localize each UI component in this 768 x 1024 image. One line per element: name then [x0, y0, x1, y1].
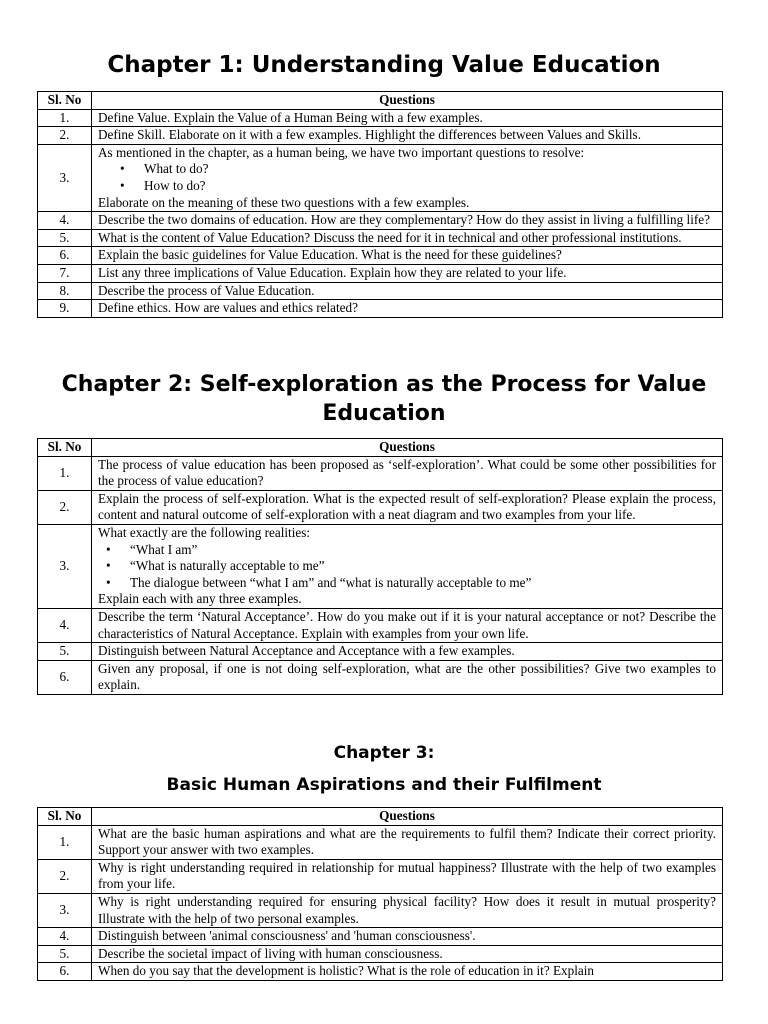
table-row: [38, 456, 723, 490]
question-text: Describe the two domains of education. How are they complementary? How do they assist in living a fulfilling life?: [92, 212, 723, 230]
question-text: Why is right understanding required in relationship for mutual happiness? Illustrate with the help of two examples from your life.: [92, 859, 723, 893]
question-number: 4.: [38, 928, 92, 946]
question-intro: What exactly are the following realities:: [98, 524, 311, 540]
column-header-sl-no: Sl. No: [38, 439, 92, 457]
column-header-questions: Questions: [92, 808, 723, 826]
question-text: The process of value education has been proposed as ‘self-exploration’. What could be some other possibilities for the process of value education?: [92, 456, 723, 490]
question-text: Distinguish between 'animal consciousness' and 'human consciousness'.: [92, 928, 723, 946]
question-number: 3.: [38, 893, 92, 927]
question-text: Define ethics. How are values and ethics related?: [92, 300, 723, 318]
question-text: What is the content of Value Education? Discuss the need for it in technical and other professional institutions.: [92, 229, 723, 247]
table-row: [38, 893, 723, 927]
table-row: [38, 490, 723, 524]
column-header-questions: Questions: [92, 92, 723, 110]
question-intro: As mentioned in the chapter, as a human being, we have two important questions to resolve:: [98, 144, 585, 160]
table-row: [38, 282, 723, 300]
question-number: 4.: [38, 608, 92, 642]
question-outro: Elaborate on the meaning of these two questions with a few examples.: [98, 194, 470, 210]
question-text: Describe the term ‘Natural Acceptance’. How do you make out if it is your natural acceptance or not? Describe the characteristics of Natural Acceptance. Explain with examples from your own life.: [92, 608, 723, 642]
question-bullet-list: [98, 161, 716, 194]
table-row: [38, 945, 723, 963]
table-row: [38, 229, 723, 247]
table-row: [38, 212, 723, 230]
table-row: [38, 524, 723, 608]
question-number: 3.: [38, 524, 92, 608]
question-cell: [92, 144, 723, 211]
table-row: [38, 127, 723, 145]
table-row: [38, 825, 723, 859]
table-row: [38, 643, 723, 661]
question-text: Why is right understanding required for ensuring physical facility? How does it result in mutual prosperity? Illustrate with the help of two personal examples.: [92, 893, 723, 927]
question-number: 6.: [38, 247, 92, 265]
question-number: 9.: [38, 300, 92, 318]
bullet-item: • “What I am”: [130, 542, 716, 559]
question-number: 1.: [38, 456, 92, 490]
question-number: 5.: [38, 229, 92, 247]
question-number: 2.: [38, 490, 92, 524]
bullet-item: • What to do?: [144, 161, 716, 178]
question-number: 8.: [38, 282, 92, 300]
question-number: 5.: [38, 643, 92, 661]
question-text: What are the basic human aspirations and what are the requirements to fulfil them? Indicate their correct priority. Support your answer with two examples.: [92, 825, 723, 859]
chapter-1-title: Chapter 1: Understanding Value Education: [107, 52, 661, 78]
table-row: [38, 247, 723, 265]
question-number: 4.: [38, 212, 92, 230]
question-number: 1.: [38, 825, 92, 859]
question-text: Explain the process of self-exploration. What is the expected result of self-exploration? Please explain the process, content and natural outcome of self-exploration with a neat diagram and two examples from your life.: [92, 490, 723, 524]
question-text: When do you say that the development is holistic? What is the role of education in it? Explain: [92, 963, 723, 981]
table-row: [38, 608, 723, 642]
question-number: 2.: [38, 859, 92, 893]
question-cell: [92, 524, 723, 608]
column-header-sl-no: Sl. No: [38, 92, 92, 110]
question-number: 5.: [38, 945, 92, 963]
chapter-1-questions-table: [37, 91, 723, 318]
table-row: [38, 859, 723, 893]
table-row: [38, 928, 723, 946]
question-text: Given any proposal, if one is not doing self-exploration, what are the other possibilities? Give two examples to explain.: [92, 660, 723, 694]
question-text: Distinguish between Natural Acceptance and Acceptance with a few examples.: [92, 643, 723, 661]
question-text: Define Skill. Elaborate on it with a few examples. Highlight the differences between Values and Skills.: [92, 127, 723, 145]
question-text: Describe the process of Value Education.: [92, 282, 723, 300]
table-row: [38, 109, 723, 127]
question-number: 6.: [38, 963, 92, 981]
table-row: [38, 660, 723, 694]
column-header-sl-no: Sl. No: [38, 808, 92, 826]
question-bullet-list: [98, 542, 716, 592]
question-number: 1.: [38, 109, 92, 127]
table-header-row: [38, 92, 723, 110]
column-header-questions: Questions: [92, 439, 723, 457]
chapter-3-title: Chapter 3:: [333, 743, 435, 763]
bullet-item: • “What is naturally acceptable to me”: [130, 558, 716, 575]
chapter-2-title: Chapter 2: Self-exploration as the Process for Value Education: [61, 372, 707, 426]
chapter-3-subtitle: Basic Human Aspirations and their Fulfilment: [166, 775, 602, 795]
table-row: [38, 963, 723, 981]
bullet-item: • How to do?: [144, 178, 716, 195]
chapter-3-questions-table: [37, 807, 723, 981]
question-number: 6.: [38, 660, 92, 694]
question-text: List any three implications of Value Education. Explain how they are related to your life.: [92, 264, 723, 282]
question-outro: Explain each with any three examples.: [98, 591, 302, 607]
table-row: [38, 264, 723, 282]
question-number: 2.: [38, 127, 92, 145]
table-row: [38, 144, 723, 211]
question-text: Explain the basic guidelines for Value Education. What is the need for these guidelines?: [92, 247, 723, 265]
question-text: Describe the societal impact of living with human consciousness.: [92, 945, 723, 963]
table-header-row: [38, 439, 723, 457]
bullet-item: • The dialogue between “what I am” and “what is naturally acceptable to me”: [130, 575, 716, 592]
question-number: 7.: [38, 264, 92, 282]
table-header-row: [38, 808, 723, 826]
question-text: Define Value. Explain the Value of a Human Being with a few examples.: [92, 109, 723, 127]
table-row: [38, 300, 723, 318]
chapter-2-questions-table: [37, 438, 723, 695]
question-number: 3.: [38, 144, 92, 211]
